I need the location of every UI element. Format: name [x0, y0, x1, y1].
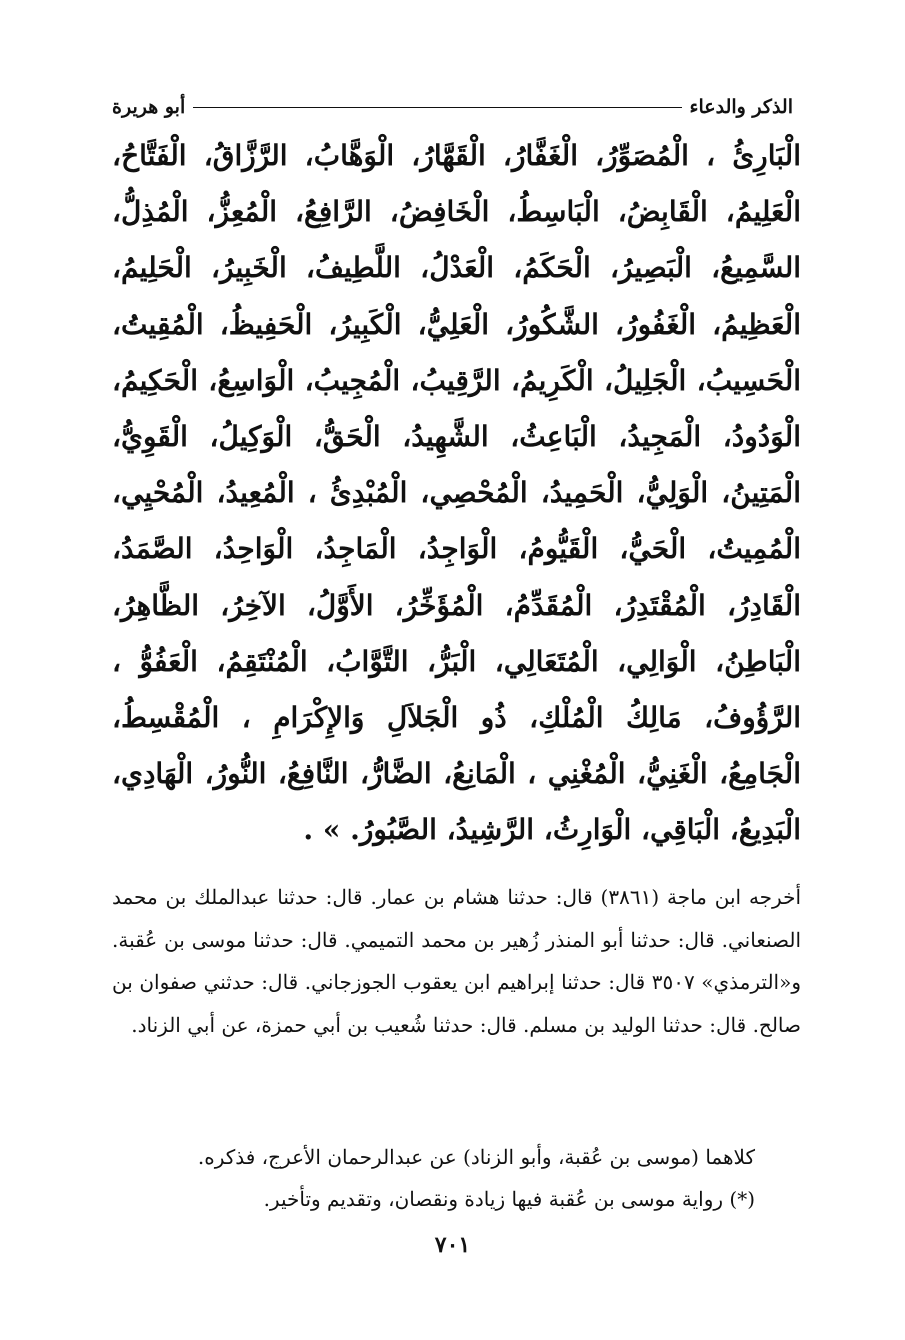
note-line: (*) رواية موسى بن عُقبة فيها زيادة ونقصان، وتقديم وتأخير.	[263, 1187, 755, 1211]
chapter-title: الذكر والدعاء	[689, 96, 793, 118]
running-header	[112, 92, 793, 122]
note-line: كلاهما (موسى بن عُقبة، وأبو الزناد) عن عبدالرحمان الأعرج، فذكره.	[197, 1145, 755, 1169]
page-number: ٧٠١	[434, 1232, 471, 1258]
section-title: أبو هريرة	[112, 96, 186, 118]
names-of-allah-text: الْبَارِئُ ، الْمُصَوِّرُ، الْغَفَّارُ، الْقَهَّارُ، الْوَهَّابُ، الرَّزَّاقُ، الْفَتَّاحُ، الْعَلِيمُ، الْقَابِضُ، الْبَاسِطُ، الْخَافِضُ، الرَّافِعُ، الْمُعِزُّ، الْمُذِلُّ، السَّمِيعُ، الْبَصِيرُ، الْحَكَمُ، الْعَدْلُ، اللَّطِيفُ، الْخَبِيرُ، الْحَلِيمُ، الْعَظِيمُ، الْغَفُورُ، الشَّكُورُ، الْعَلِيُّ، الْكَبِيرُ، الْحَفِيظُ، الْمُقِيتُ، الْحَسِيبُ، الْجَلِيلُ، الْكَرِيمُ، الرَّقِيبُ، الْمُجِيبُ، الْوَاسِعُ، الْحَكِيمُ، الْوَدُودُ، الْمَجِيدُ، الْبَاعِثُ، الشَّهِيدُ، الْحَقُّ، الْوَكِيلُ، الْقَوِيُّ، الْمَتِينُ، الْوَلِيُّ، الْحَمِيدُ، الْمُحْصِي، الْمُبْدِئُ ، الْمُعِيدُ، الْمُحْيِي، الْمُمِيتُ، الْحَيُّ، الْقَيُّومُ، الْوَاجِدُ، الْمَاجِدُ، الْوَاحِدُ، الصَّمَدُ، الْقَادِرُ، الْمُقْتَدِرُ، الْمُقَدِّمُ، الْمُؤَخِّرُ، الأَوَّلُ، الآخِرُ، الظَّاهِرُ، الْبَاطِنُ، الْوَالِي، الْمُتَعَالِي، الْبَرُّ، التَّوَّابُ، الْمُنْتَقِمُ، الْعَفُوُّ ، الرَّؤُوفُ، مَالِكُ الْمُلْكِ، ذُو الْجَلاَلِ وَالإِكْرَامِ ، الْمُقْسِطُ، الْجَامِعُ، الْغَنِيُّ، الْمُغْنِي ، الْمَانِعُ، الضَّارُّ، النَّافِعُ، النُّورُ، الْهَادِي، الْبَدِيعُ، الْبَاقِي، الْوَارِثُ، الرَّشِيدُ، الصَّبُورُ. » .	[112, 139, 801, 847]
takhrij-footnote: أخرجه ابن ماجة (٣٨٦١) قال: حدثنا هشام بن عمار. قال: حدثنا عبدالملك بن محمد الصنعاني. قال: حدثنا أبو المنذر زُهير بن محمد التميمي. قال: حدثنا موسى بن عُقبة. و«الترمذي» ٣٥٠٧ قال: حدثنا إبراهيم ابن يعقوب الجوزجاني. قال: حدثني صفوان بن صالح. قال: حدثنا الوليد بن مسلم. قال: حدثنا شُعيب بن أبي حمزة، عن أبي الزناد.	[112, 885, 802, 1037]
header-rule	[193, 107, 681, 108]
notes-section	[112, 1136, 755, 1220]
